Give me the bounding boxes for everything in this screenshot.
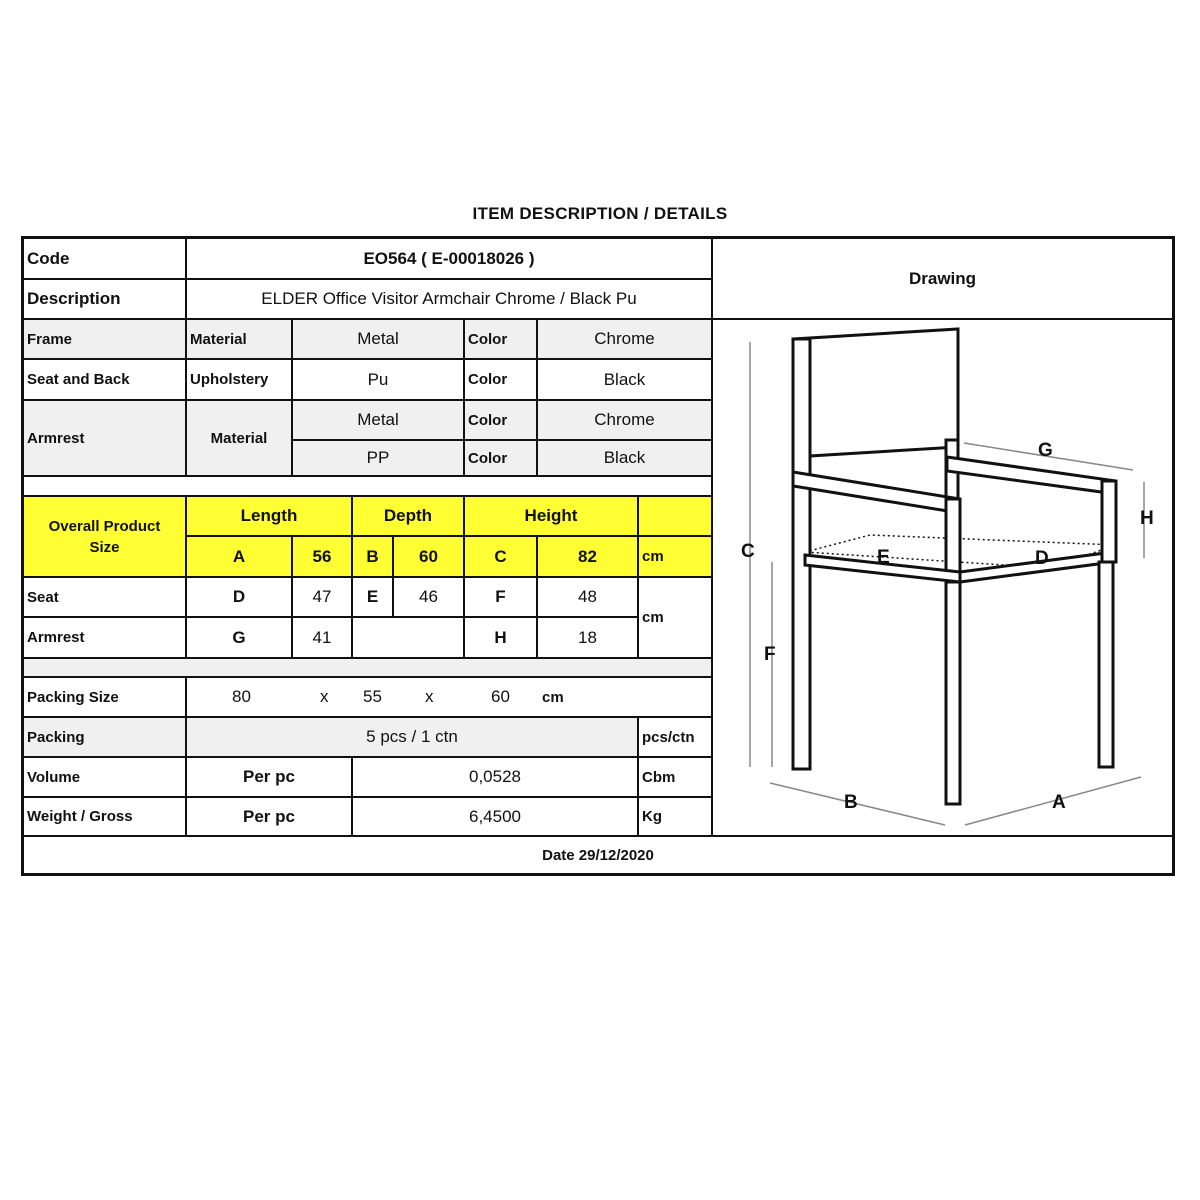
packing-label: Packing (24, 718, 187, 758)
weight-value: 6,4500 (353, 798, 639, 837)
page-title: ITEM DESCRIPTION / DETAILS (472, 204, 728, 223)
dim-f-letter: F (465, 578, 538, 618)
armrest-material-1: Metal (293, 401, 465, 441)
chair-front-right-leg (1099, 562, 1113, 767)
spacer-row-2 (24, 659, 713, 678)
dim-h-value: 18 (538, 618, 639, 659)
packing-size-label: Packing Size (24, 678, 187, 718)
packing-unit: pcs/ctn (639, 718, 713, 758)
dim-b-value: 60 (394, 537, 465, 578)
dim-c-letter: C (465, 537, 538, 578)
dim-e-letter: E (353, 578, 394, 618)
seat-back-attr: Upholstery (187, 360, 293, 401)
dim-e-value: 46 (394, 578, 465, 618)
drawing-label-a: A (1052, 792, 1066, 813)
dims-unit: cm (639, 578, 713, 659)
armrest-color-2: Black (538, 441, 713, 477)
armrest-color-label-1: Color (465, 401, 538, 441)
dim-a-letter: A (187, 537, 293, 578)
overall-unit: cm (639, 537, 713, 578)
seat-back-label: Seat and Back (24, 360, 187, 401)
packing-size-x2: x (425, 687, 434, 706)
frame-label: Frame (24, 320, 187, 360)
date-footer: Date 29/12/2020 (542, 846, 654, 864)
drawing-label-d: D (1035, 548, 1049, 569)
length-header: Length (187, 497, 353, 537)
code-label: Code (24, 239, 187, 280)
dim-g-letter: G (187, 618, 293, 659)
chair-left-armrest-top (793, 472, 960, 513)
chair-backrest (793, 329, 958, 457)
volume-per: Per pc (187, 758, 353, 798)
description-value: ELDER Office Visitor Armchair Chrome / Black Pu (187, 280, 713, 320)
seat-back-material: Pu (293, 360, 465, 401)
chair-drawing-svg (713, 320, 1172, 837)
weight-unit: Kg (639, 798, 713, 837)
frame-color-label: Color (465, 320, 538, 360)
packing-size-height: 60 (491, 687, 510, 706)
weight-per: Per pc (187, 798, 353, 837)
depth-header: Depth (353, 497, 465, 537)
armrest-attr: Material (187, 401, 293, 477)
dim-c-value: 82 (538, 537, 639, 578)
seat-back-color: Black (538, 360, 713, 401)
dim-b-letter: B (353, 537, 394, 578)
frame-material: Metal (293, 320, 465, 360)
seat-dims-label: Seat (24, 578, 187, 618)
volume-value: 0,0528 (353, 758, 639, 798)
drawing-label-h: H (1140, 508, 1154, 529)
armrest-material-2: PP (293, 441, 465, 477)
frame-color: Chrome (538, 320, 713, 360)
armrest-empty (353, 618, 465, 659)
armrest-color-1: Chrome (538, 401, 713, 441)
drawing-label-e: E (877, 547, 890, 568)
chair-drawing (713, 320, 1172, 837)
drawing-label-g: G (1038, 440, 1053, 461)
seat-back-color-label: Color (465, 360, 538, 401)
packing-size-length: 80 (232, 687, 251, 706)
volume-unit: Cbm (639, 758, 713, 798)
drawing-label-c: C (741, 541, 755, 562)
frame-attr: Material (187, 320, 293, 360)
weight-label: Weight / Gross (24, 798, 187, 837)
drawing-label: Drawing (713, 239, 1172, 320)
chair-right-arm-post (1102, 481, 1116, 562)
dim-d-letter: D (187, 578, 293, 618)
packing-size-width: 55 (363, 687, 382, 706)
armrest-color-label-2: Color (465, 441, 538, 477)
packing-size-unit: cm (542, 688, 564, 706)
drawing-label-b: B (844, 792, 858, 813)
dim-d-value: 47 (293, 578, 353, 618)
description-label: Description (24, 280, 187, 320)
armrest-dims-label: Armrest (24, 618, 187, 659)
armrest-label: Armrest (24, 401, 187, 477)
dim-g-value: 41 (293, 618, 353, 659)
height-header: Height (465, 497, 639, 537)
chair-front-left-leg-lower (946, 582, 960, 804)
dim-h-letter: H (465, 618, 538, 659)
overall-size-label: Overall Product Size (24, 497, 187, 578)
code-value: EO564 ( E-00018026 ) (187, 239, 713, 280)
dim-a-value: 56 (293, 537, 353, 578)
spacer-row (24, 477, 713, 497)
spec-sheet (21, 236, 1175, 876)
drawing-label-f: F (764, 644, 776, 665)
dim-f-value: 48 (538, 578, 639, 618)
packing-size-x1: x (320, 687, 329, 706)
packing-value: 5 pcs / 1 ctn (187, 718, 639, 758)
overall-blank (639, 497, 713, 537)
volume-label: Volume (24, 758, 187, 798)
packing-size-row (187, 678, 713, 718)
